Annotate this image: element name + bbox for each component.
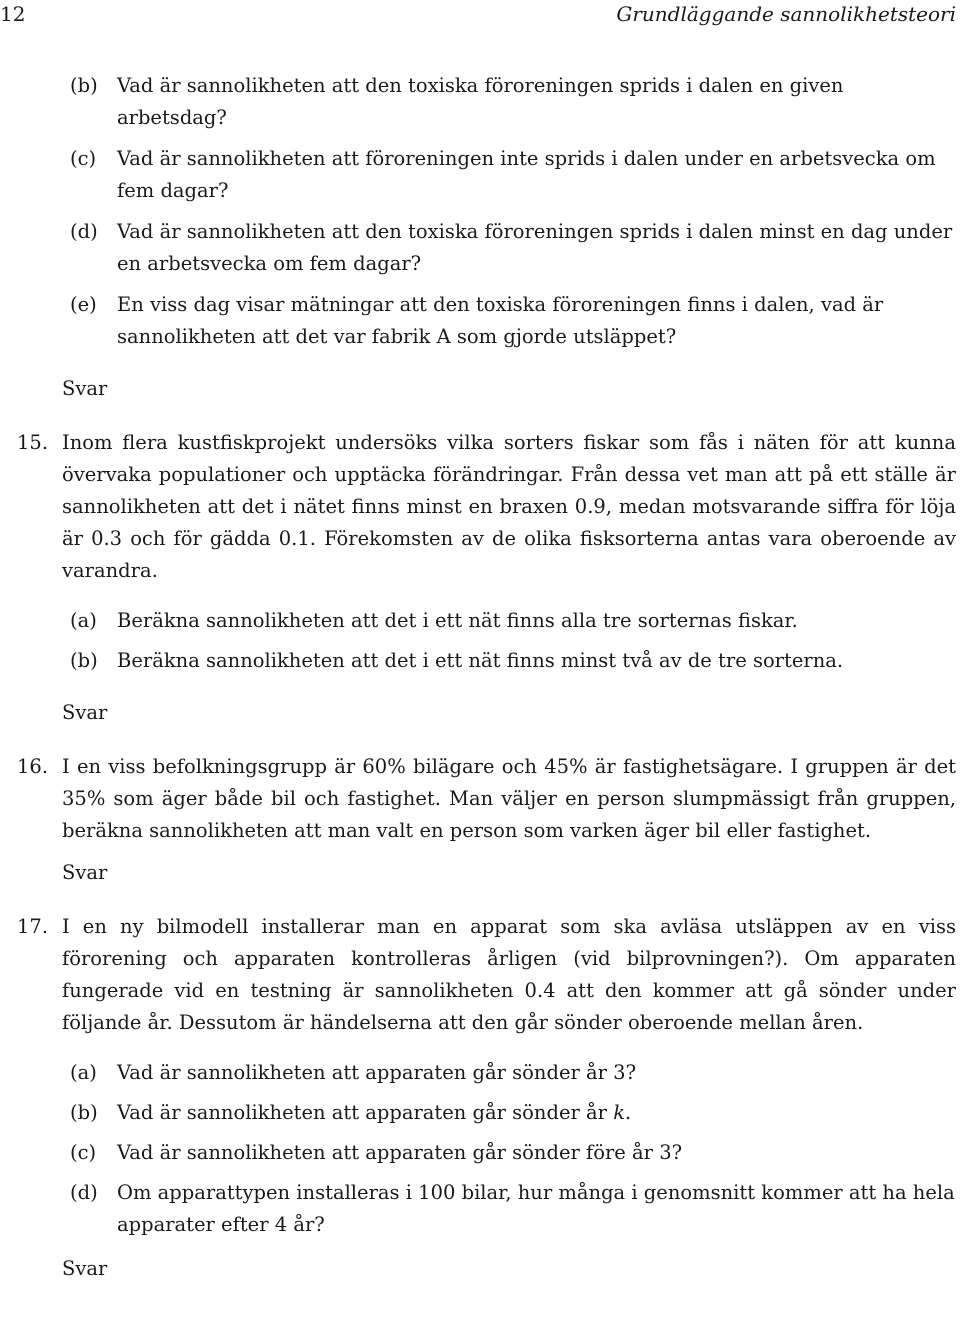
problem-15: [0, 427, 960, 587]
subitem-text: Vad är sannolikheten att apparaten går sönder år 3?: [117, 1061, 637, 1084]
subitem-text: [117, 1101, 631, 1124]
svar-link-15[interactable]: Svar: [62, 701, 108, 724]
subitem-b: [0, 645, 960, 677]
page-content: [0, 70, 960, 1307]
subitem-text: Vad är sannolikheten att apparaten går sönder före år 3?: [117, 1141, 683, 1164]
subitem-c: [0, 143, 960, 207]
variable-k: k: [613, 1101, 626, 1124]
subitem-label: (c): [70, 147, 97, 170]
problem-17: [0, 911, 960, 1039]
subitem-label: (c): [70, 1141, 97, 1164]
subitem-a: [0, 1057, 960, 1089]
subitem-text-before: Vad är sannolikheten att apparaten går sönder år: [117, 1101, 614, 1124]
subitem-label: (b): [70, 74, 98, 97]
continued-subitems: [0, 70, 960, 353]
problem-number: 15.: [17, 431, 49, 454]
subitem-label: (a): [70, 1061, 97, 1084]
subitem-label: (d): [70, 220, 98, 243]
subitem-label: (e): [70, 293, 97, 316]
problem-number: 17.: [17, 915, 49, 938]
page-header: [0, 0, 960, 30]
subitem-a: [0, 605, 960, 637]
subitem-text-after: .: [625, 1101, 632, 1124]
running-title: Grundläggande sannolikhetsteori: [616, 2, 956, 26]
subitem-d: [0, 216, 960, 280]
svar-link-14[interactable]: Svar: [62, 377, 108, 400]
subitem-c: [0, 1137, 960, 1169]
subitem-b: [0, 1097, 960, 1129]
svar-link-16[interactable]: Svar: [62, 861, 108, 884]
subitem-d: [0, 1177, 960, 1241]
subitem-text: Vad är sannolikheten att den toxiska föroreningen sprids i dalen minst en dag under en arbetsvecka om fem dagar?: [117, 220, 953, 275]
subitem-text: En viss dag visar mätningar att den toxiska föroreningen finns i dalen, vad är sannolikheten att det var fabrik A som gjorde utsläppet?: [117, 293, 884, 348]
problem-text: Inom flera kustfiskprojekt undersöks vilka sorters fiskar som fås i näten för att kunna övervaka populationer och upptäcka förändringar. Från dessa vet man att på ett ställe är sannolikheten att det i nätet finns minst en braxen 0.9, medan motsvarande siffra för löja är 0.3 och för gädda 0.1. Förekomsten av de olika fisksorterna antas vara oberoende av varandra.: [62, 431, 956, 582]
problem-text: I en viss befolkningsgrupp är 60% bilägare och 45% är fastighetsägare. I gruppen är det 35% som äger både bil och fastighet. Man väljer en person slumpmässigt från gruppen, beräkna sannolikheten att man valt en person som varken äger bil eller fastighet.: [62, 755, 956, 842]
subitem-text: Om apparattypen installeras i 100 bilar, hur många i genomsnitt kommer att ha hela apparater efter 4 år?: [117, 1181, 955, 1236]
problem-text: I en ny bilmodell installerar man en apparat som ska avläsa utsläppen av en viss förorening och apparaten kontrolleras årligen (vid bilprovningen?). Om apparaten fungerade vid en testning är sannolikheten 0.4 att den kommer att gå sönder under följande år. Dessutom är händelserna att den går sönder oberoende mellan åren.: [62, 915, 956, 1034]
subitem-label: (b): [70, 649, 98, 672]
subitem-text: Beräkna sannolikheten att det i ett nät finns minst två av de tre sorterna.: [117, 649, 844, 672]
subitem-text: Vad är sannolikheten att den toxiska föroreningen sprids i dalen en given arbetsdag?: [117, 74, 844, 129]
subitem-text: Beräkna sannolikheten att det i ett nät finns alla tre sorternas fiskar.: [117, 609, 798, 632]
subitem-text: Vad är sannolikheten att föroreningen inte sprids i dalen under en arbetsvecka om fem dagar?: [117, 147, 936, 202]
problem-number: 16.: [17, 755, 49, 778]
subitem-e: [0, 289, 960, 353]
subitem-label: (b): [70, 1101, 98, 1124]
subitem-label: (a): [70, 609, 97, 632]
subitem-b: [0, 70, 960, 134]
svar-link-17[interactable]: Svar: [62, 1257, 108, 1280]
subitem-label: (d): [70, 1181, 98, 1204]
problem-16: [0, 751, 960, 847]
page-number: 12: [0, 2, 26, 26]
